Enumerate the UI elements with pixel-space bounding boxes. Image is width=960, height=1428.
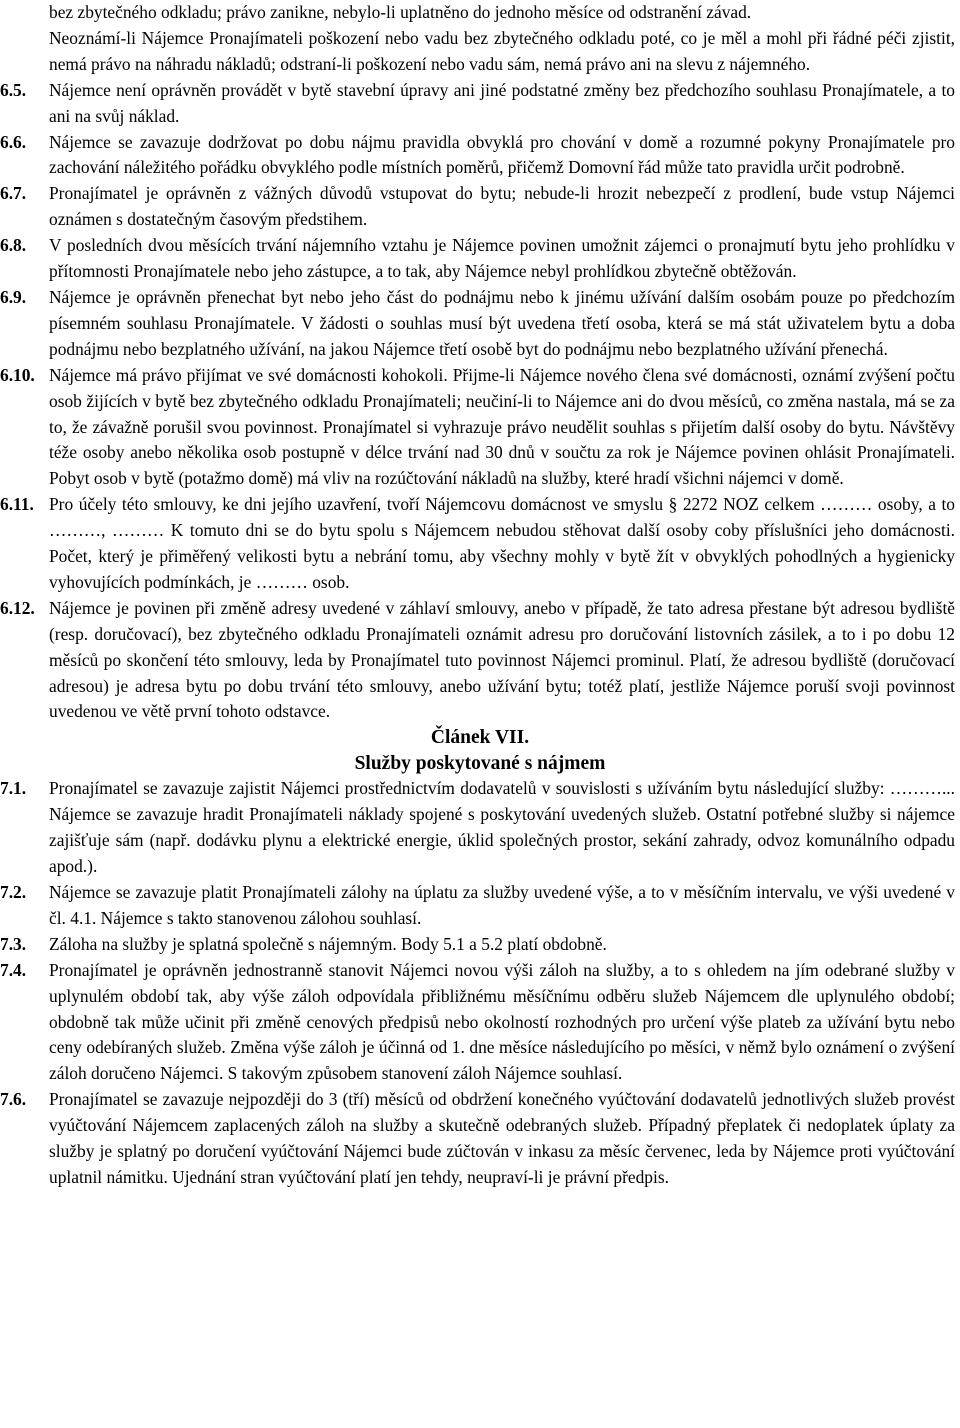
paragraph-list-article-vii — [0, 776, 960, 1191]
paragraph-text: Pronajímatel se zavazuje zajistit Nájemci prostřednictvím dodavatelů v souvislosti s užíváním bytu následující služby: ………... Nájemce se zavazuje hradit Pronajímateli náklady spojené s poskytování uvedených služeb. Ostatní potřebné služby si nájemce zajišťuje sám (např. dodávku plynu a elektrické energie, úklid společných prostor, sekání zahrady, odvoz komunálního odpadu apod.). — [49, 778, 955, 877]
paragraph-number: 6.8. — [0, 235, 27, 256]
paragraph-number: 6.11. — [0, 494, 34, 515]
paragraph-text: Pronajímatel je oprávněn jednostranně stanovit Nájemci novou výši záloh na služby, a to s ohledem na jím odebrané služby v uplynulém období tak, aby výše záloh odpovídala přibližnému měsíčnímu odběru služeb Nájemcem dle uplynulého období; obdobně tak může učinit při změně cenových předpisů nebo okolností rozhodných pro určení výše plateb za užívání bytu nebo ceny odebíraných služeb. Změna výše záloh je účinná od 1. dne měsíce následujícího po měsíci, v němž bylo oznámení o zvýšení záloh doručeno Nájemci. S takovým způsobem stanovení záloh Nájemce souhlasí. — [49, 959, 955, 1084]
paragraph-text: Nájemce je povinen při změně adresy uvedené v záhlaví smlouvy, anebo v případě, že tato adresa přestane být adresou bydliště (resp. doručovací), bez zbytečného odkladu Pronajímateli oznámit adresu pro doručování listovních zásilek, a to i po dobu 12 měsíců po skončení této smlouvy, leda by Pronajímatel tuto povinnost Nájemci prominul. Platí, že adresou bydliště (doručovací adresou) je adresa bytu po dobu trvání této smlouvy, anebo užívání bytu; totéž platí, jestliže Nájemce poruší svoji povinnost uvedenou ve větě první tohoto odstavce. — [49, 597, 955, 722]
paragraph-text: Pronajímatel je oprávněn z vážných důvodů vstupovat do bytu; nebude-li hrozit nebezpečí z prodlení, bude vstup Nájemci oznámen s dostatečným časovým předstihem. — [49, 183, 955, 230]
paragraph-number: 7.2. — [0, 882, 27, 902]
paragraph-number: 7.4. — [0, 959, 27, 980]
paragraph-text: Pronajímatel se zavazuje nejpozději do 3 (tří) měsíců od obdržení konečného vyúčtování dodavatelů jednotlivých služeb provést vyúčtování Nájemcem zaplacených záloh na služby a skutečně odebraných služeb. Případný přeplatek či nedoplatek úplaty za služby je splatný po doručení vyúčtování Nájemci bude zúčtován v inkasu za měsíc červenec, leda by Nájemce proti vyúčtování uplatnil námitku. Ujednání stran vyúčtování platí jen tehdy, neupraví-li je právní předpis. — [49, 1089, 955, 1187]
paragraph-text: Nájemce se zavazuje platit Pronajímateli zálohy na úplatu za služby uvedené výše, a to v měsíčním intervalu, ve výši uvedené v čl. 4.1. Nájemce s takto stanovenou zálohou souhlasí. — [49, 882, 955, 928]
paragraph-number: 6.12. — [0, 597, 35, 618]
paragraph-number: 6.9. — [0, 286, 27, 307]
paragraph-number: 7.1. — [0, 778, 27, 799]
paragraph — [0, 1087, 955, 1191]
paragraph-number: 7.6. — [0, 1089, 27, 1110]
continued-paragraph — [49, 0, 955, 78]
paragraph-text: Nájemce je oprávněn přenechat byt nebo jeho část do podnájmu nebo k jinému užívání dalším osobám pouze po předchozím písemném souhlasu Pronajímatele. V žádosti o souhlas musí být uvedena třetí osoba, která se má stát uživatelem bytu a doba podnájmu nebo bezplatného užívání, na jakou Nájemce třetí osobě byt do podnájmu nebo bezplatného užívání přenechá. — [49, 286, 955, 359]
paragraph — [0, 233, 955, 285]
paragraph-list-article-vi — [0, 78, 960, 726]
paragraph-text: Pro účely této smlouvy, ke dni jejího uzavření, tvoří Nájemcovu domácnost ve smyslu § 2272 NOZ celkem ……… osoby, a to ………, ……… K tomuto dni se do bytu spolu s Nájemcem nebudou stěhovat další osoby coby příslušníci jeho domácnosti. Počet, který je přiměřený velikosti bytu a nebrání tomu, aby všechny mohly v bytě žít v obvyklých pohodlných a hygienicky vyhovujících podmínkách, je ……… osob. — [49, 494, 955, 592]
paragraph-text: Nájemce se zavazuje dodržovat po dobu nájmu pravidla obvyklá pro chování v domě a rozumné pokyny Pronajímatele pro zachování náležitého pořádku obvyklého podle místních poměrů, přičemž Domovní řád může tato pravidla určit podrobně. — [49, 131, 955, 178]
continued-line: bez zbytečného odkladu; právo zanikne, nebylo-li uplatněno do jednoho měsíce od odstranění závad. — [49, 2, 752, 22]
paragraph-number: 6.5. — [0, 79, 27, 100]
article-title: Článek VII. — [430, 727, 530, 749]
paragraph — [0, 181, 955, 233]
continued-text: Neoznámí-li Nájemce Pronajímateli poškození nebo vadu bez zbytečného odkladu poté, co je měl a mohl při řádné péči zjistit, nemá právo na náhradu nákladů; odstraní-li poškození nebo vadu sám, nemá právo ani na slevu z nájemného. — [49, 27, 955, 74]
paragraph-text: Nájemce má právo přijímat ve své domácnosti kohokoli. Přijme-li Nájemce nového člena své domácnosti, oznámí zvýšení počtu osob žijících v bytě bez zbytečného odkladu Pronajímateli; neučiní-li to Nájemce ani do dvou měsíců, co změna nastala, má se za to, že závažně porušil svou povinnost. Pronajímatel si vyhrazuje právo neudělit souhlas s přijetím další osoby do bytu. Návštěvy téže osoby anebo několika osob postupně v délce trvání nad 30 dnů v součtu za rok je Nájemce povinen ohlásit Pronajímateli. Pobyt osob v bytě (potažmo domě) má vliv na rozúčtování nákladů na služby, které hradí všichni nájemci v domě. — [49, 364, 955, 489]
paragraph — [0, 285, 955, 363]
paragraph — [0, 596, 955, 726]
paragraph — [0, 776, 955, 880]
paragraph — [0, 130, 955, 182]
article-subtitle: Služby poskytované s nájmem — [354, 752, 606, 774]
paragraph-number: 6.7. — [0, 183, 27, 204]
paragraph — [0, 958, 955, 1088]
paragraph-text: Záloha na služby je splatná společně s nájemným. Body 5.1 a 5.2 platí obdobně. — [49, 933, 607, 954]
paragraph — [0, 363, 955, 493]
paragraph-number: 6.10. — [0, 364, 35, 385]
paragraph — [0, 78, 955, 130]
paragraph-text: Nájemce není oprávněn provádět v bytě stavební úpravy ani jiné podstatné změny bez předchozího souhlasu Pronajímatele, a to ani na svůj náklad. — [49, 79, 955, 126]
paragraph-number: 6.6. — [0, 131, 27, 152]
paragraph-text: V posledních dvou měsících trvání nájemního vztahu je Nájemce povinen umožnit zájemci o pronajmutí bytu jeho prohlídku v přítomnosti Pronajímatele nebo jeho zástupce, a to tak, aby Nájemce nebyl prohlídkou zbytečně obtěžován. — [49, 235, 955, 282]
paragraph-number: 7.3. — [0, 933, 27, 954]
paragraph — [0, 492, 955, 596]
paragraph — [0, 932, 955, 958]
paragraph — [0, 880, 955, 932]
